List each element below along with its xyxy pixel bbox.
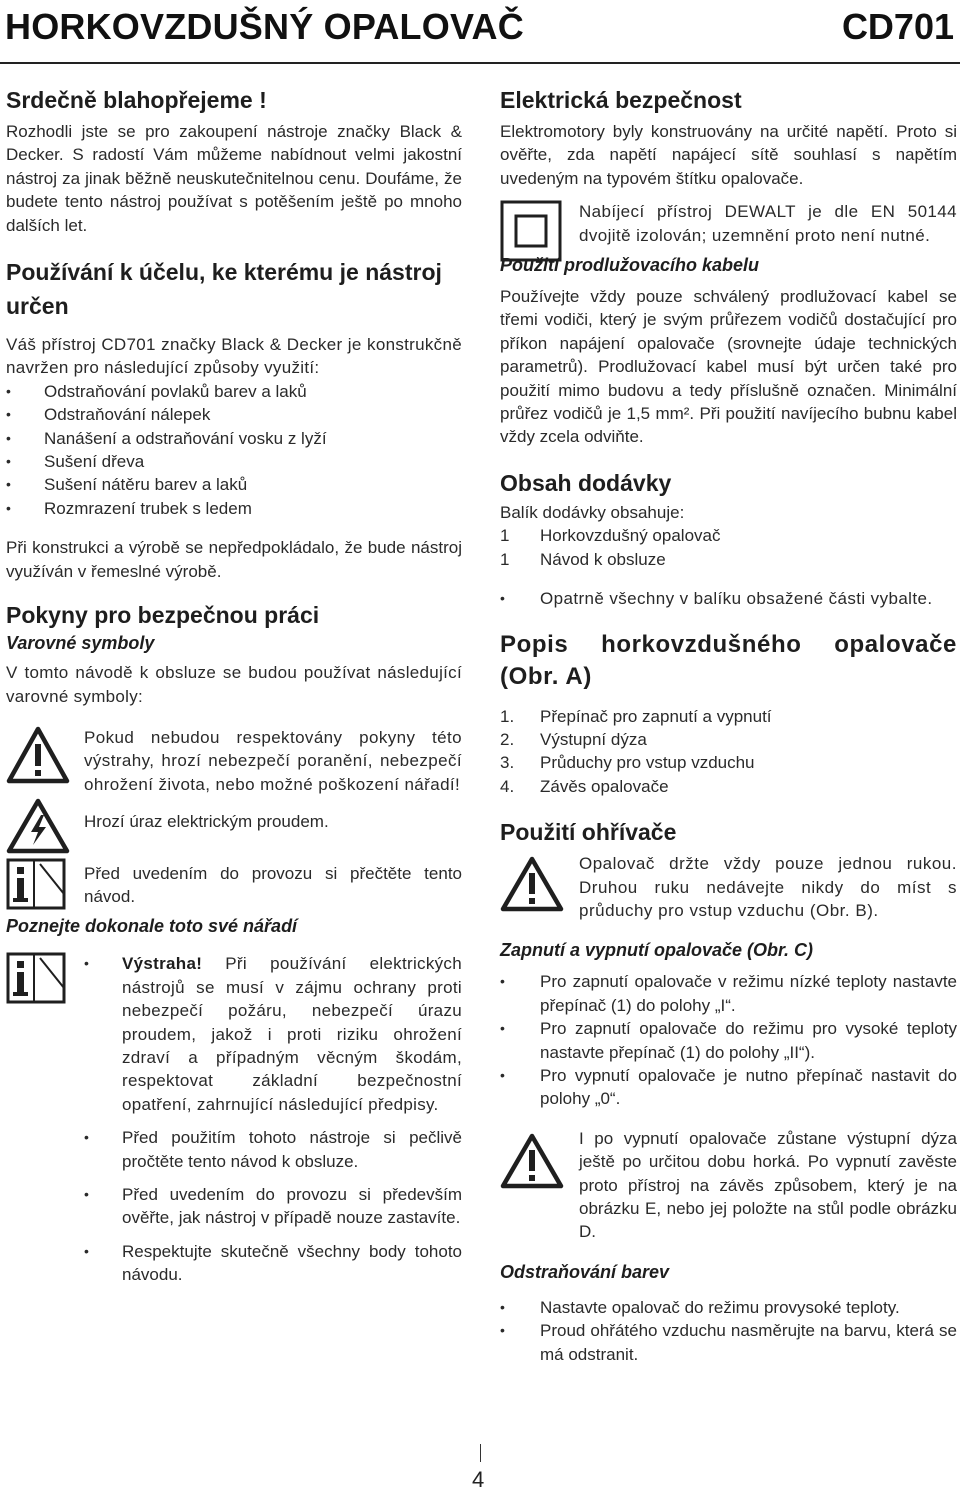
page-header [0,0,960,64]
info-symbol-row [6,862,462,909]
description-heading: Popis horkovzdušného opalovače (Obr. A) [500,630,957,690]
manual-info-icon [6,952,66,1004]
description-list [500,705,957,799]
contents-note-list [500,587,957,610]
warning-symbols-intro: V tomto návodě k obsluze se budou používat následující varovné symboly: [6,663,462,706]
list-item: 1. Přepínač pro zapnutí a vypnutí [500,706,772,726]
purpose-list [6,380,462,520]
double-insulation-text: Nabíjecí přístroj DEWALT je dle EN 50144 dvojitě izolován; uzemnění proto není nutné. [579,202,957,245]
elec-safety-heading: Elektrická bezpečnost [500,87,742,113]
warning-triangle-icon [6,726,70,784]
purpose-intro: Váš přístroj CD701 značky Black & Decker je konstrukčně navržen pro následující způsoby využití: [6,335,462,378]
warning-label: Výstraha! [122,954,203,974]
list-item: • Pro vypnutí opalovače je nutno přepínač nastavit do polohy „0“. [500,1064,957,1111]
warning-symbols-heading: Varovné symboly [6,633,155,654]
elec-safety-text: Elektromotory byly konstruovány na určité napětí. Proto si ověřte, zda napětí napájecí sítě souhlasí s napětím uvedeným na typovém štítku opalovače. [500,122,957,188]
purpose-note: Při konstrukci a výrobě se nepředpokládalo, že bude nástroj využíván v řemeslné výrobě. [6,538,462,581]
list-item: • Odstraňování povlaků barev a laků [6,380,462,403]
safety-heading: Pokyny pro bezpečnou práci [6,602,320,629]
electric-symbol-row [6,810,462,833]
list-item: • Pro zapnutí opalovače v režimu nízké teploty nastavte přepínač (1) do polohy „I“. [500,970,957,1017]
list-item: • Rozmrazení trubek s ledem [6,497,462,520]
list-item: 3. Průduchy pro vstup vzduchu [500,753,755,773]
double-insulation-row [500,200,957,247]
info-symbol-text: Před uvedením do provozu si přečtěte tento návod. [84,863,462,906]
list-item: • Před uvedením do provozu si především ověřte, jak nástroj v případě nouze zastavíte. [84,1183,462,1230]
know-tool-section [6,952,462,1286]
list-item: • Pro zapnutí opalovače do režimu pro vysoké teploty nastavte přepínač (1) do polohy „II“). [500,1017,957,1064]
congrats-heading: Srdečně blahopřejeme ! [6,87,267,113]
know-tool-list [84,952,462,1286]
warning-symbol-row [6,726,462,796]
ext-cable-text: Používejte vždy pouze schválený prodlužovací kabel se třemi vodiči, který je svým průřezem vodičů dostačující pro příkon napájení opalovače (srovnejte údaje technických parametrů). Prodlužovací kabel musí být určen také pro použití mimo budovu a tedy příslušně označen. Minimální průřez vodičů je 1,5 mm². Při použití navíjecího bubnu kabel vždy zcela odviňte. [500,287,957,447]
hot-nozzle-warning-text: I po vypnutí opalovače zůstane výstupní dýza ještě po určitou dobu horká. Po vypnutí zavěste proto přístroj na závěs způsobem, který je na obrázku E, nebo jej položte na stůl podle obrázku D. [579,1128,957,1242]
list-item: • Opatrně všechny v balíku obsažené části vybalte. [500,587,957,610]
list-item: • Respektujte skutečně všechny body tohoto návodu. [84,1240,462,1287]
usage-warning-text: Opalovač držte vždy pouze jednou rukou. Druhou ruku nedávejte nikdy do míst s průduchy pro vstup vzduchu (Obr. B). [579,854,957,920]
manual-info-icon [6,858,66,910]
purpose-heading: Používání k účelu, ke kterému je nástroj určen [6,259,442,320]
list-item: • Sušení nátěru barev a laků [6,473,462,496]
electric-symbol-text: Hrozí úraz elektrickým proudem. [84,812,329,832]
list-item: • Odstraňování nálepek [6,403,462,426]
contents-list [500,524,957,571]
list-item: • Před použitím tohoto nástroje si pečlivě pročtěte tento návod k obsluze. [84,1126,462,1173]
congrats-text: Rozhodli jste se pro zakoupení nástroje značky Black & Decker. S radostí Vám můžeme nabídnout velmi jakostní nástroj za jinak běžně neuskutečnitelnou cenu. Doufáme, že budete tento nástroj používat s potěšením ještě po mnoho dalších let. [6,122,462,235]
list-item: • Výstraha! Při používání elektrických nástrojů se musí v zájmu ochrany proti nebezpečí požáru, nebezpečí úrazu proudem, jakož i proti riziku ohrožení zdraví a případným věcným škodám, respektovat základní bezpečnostní opatření, zahrnující následující předpisy. [84,952,462,1116]
ext-cable-heading: Použití prodlužovacího kabelu [500,255,760,276]
column-divider [480,1444,481,1462]
onoff-list [500,970,957,1110]
paint-removal-list [500,1296,957,1366]
page-number: 4 [472,1467,485,1492]
list-item: 4. Závěs opalovače [500,776,669,796]
paint-removal-heading: Odstraňování barev [500,1261,670,1282]
usage-warning-row [500,852,957,922]
list-item: • Nanášení a odstraňování vosku z lyží [6,427,462,450]
double-insulation-icon [500,200,562,262]
document-title: HORKOVZDUŠNÝ OPALOVAČ [5,6,524,47]
warning-triangle-icon [500,1133,564,1189]
hot-nozzle-warning-row [500,1127,957,1244]
list-item: 2. Výstupní dýza [500,729,647,749]
know-tool-heading: Poznejte dokonale toto své nářadí [6,916,298,937]
contents-intro: Balík dodávky obsahuje: [500,502,685,522]
onoff-heading: Zapnutí a vypnutí opalovače (Obr. C) [500,940,814,961]
list-item: • Sušení dřeva [6,450,462,473]
warning-symbol-text: Pokud nebudou respektovány pokyny této výstrahy, hrozí nebezpečí poranění, nebezpečí ohrožení života, nebo možné poškození nářadí! [84,727,462,794]
list-item: 1 Návod k obsluze [500,549,666,569]
list-item: • Proud ohřátého vzduchu nasměrujte na barvu, která se má odstranit. [500,1319,957,1366]
contents-heading: Obsah dodávky [500,469,672,496]
electric-shock-icon [6,798,70,854]
usage-heading: Použití ohřívače [500,819,677,846]
list-item: 1 Horkovzdušný opalovač [500,526,721,546]
left-column [6,80,462,1287]
right-column [500,80,957,1366]
list-item: • Nastavte opalovač do režimu provysoké teploty. [500,1296,957,1319]
model-number: CD701 [841,6,954,47]
warning-triangle-icon [500,856,564,912]
